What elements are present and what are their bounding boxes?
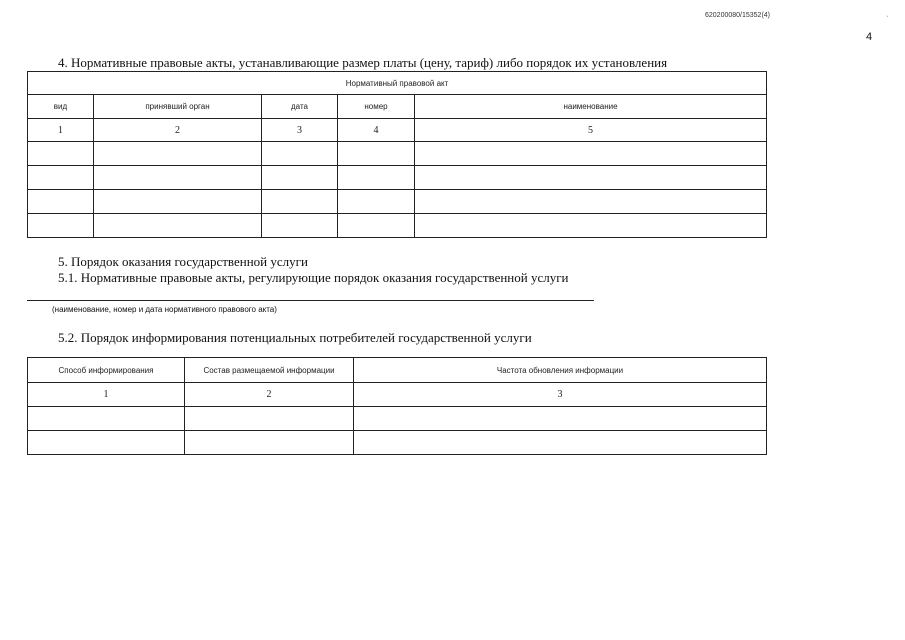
column-header: вид: [28, 95, 94, 119]
empty-cell: [94, 166, 262, 190]
empty-cell: [28, 142, 94, 166]
column-number-row: [28, 383, 767, 407]
page-number: 4: [866, 31, 873, 43]
column-header: Частота обновления информации: [354, 358, 767, 383]
column-header: Состав размещаемой информации: [185, 358, 354, 383]
column-header: номер: [338, 95, 415, 119]
section-5-2-heading: 5.2. Порядок информирования потенциальных потребителей государственной услуги: [58, 330, 532, 345]
legal-acts-table: [27, 71, 767, 238]
informing-table: [27, 357, 767, 455]
column-number: 2: [185, 383, 354, 407]
column-number: 3: [262, 119, 338, 142]
table-header-row: [28, 95, 767, 119]
empty-cell: [338, 214, 415, 238]
document-number: 620200080/15352(4): [705, 12, 771, 19]
empty-cell: [354, 407, 767, 431]
column-header: Способ информирования: [28, 358, 185, 383]
section-5-heading: 5. Порядок оказания государственной услуги: [58, 254, 308, 269]
table-row: [28, 142, 767, 166]
fill-in-line: [27, 300, 594, 301]
empty-cell: [415, 214, 767, 238]
empty-cell: [262, 190, 338, 214]
empty-cell: [262, 142, 338, 166]
column-number: 5: [415, 119, 767, 142]
empty-cell: [94, 142, 262, 166]
section-4-heading: 4. Нормативные правовые акты, устанавливающие размер платы (цену, тариф) либо порядок их установления: [58, 55, 668, 70]
empty-cell: [354, 431, 767, 455]
empty-cell: [262, 214, 338, 238]
empty-cell: [185, 431, 354, 455]
corner-mark: ˎ: [886, 8, 889, 17]
table-row: [28, 407, 767, 431]
empty-cell: [415, 142, 767, 166]
empty-cell: [94, 190, 262, 214]
empty-cell: [338, 166, 415, 190]
column-header: принявший орган: [94, 95, 262, 119]
empty-cell: [94, 214, 262, 238]
fill-in-caption: (наименование, номер и дата нормативного правового акта): [52, 305, 277, 314]
empty-cell: [338, 142, 415, 166]
empty-cell: [262, 166, 338, 190]
empty-cell: [28, 166, 94, 190]
group-header-cell: Нормативный правовой акт: [28, 72, 767, 95]
empty-cell: [415, 166, 767, 190]
empty-cell: [185, 407, 354, 431]
section-5-1-heading: 5.1. Нормативные правовые акты, регулирующие порядок оказания государственной услуги: [58, 270, 569, 285]
column-number: 1: [28, 383, 185, 407]
table-row: [28, 431, 767, 455]
column-number: 4: [338, 119, 415, 142]
empty-cell: [28, 407, 185, 431]
column-number: 3: [354, 383, 767, 407]
column-header: наименование: [415, 95, 767, 119]
empty-cell: [28, 214, 94, 238]
column-header: дата: [262, 95, 338, 119]
table-row: [28, 190, 767, 214]
empty-cell: [415, 190, 767, 214]
table-group-header-row: [28, 72, 767, 95]
table-header-row: [28, 358, 767, 383]
empty-cell: [338, 190, 415, 214]
column-number: 2: [94, 119, 262, 142]
table-row: [28, 214, 767, 238]
table-row: [28, 166, 767, 190]
empty-cell: [28, 190, 94, 214]
column-number-row: [28, 119, 767, 142]
empty-cell: [28, 431, 185, 455]
column-number: 1: [28, 119, 94, 142]
